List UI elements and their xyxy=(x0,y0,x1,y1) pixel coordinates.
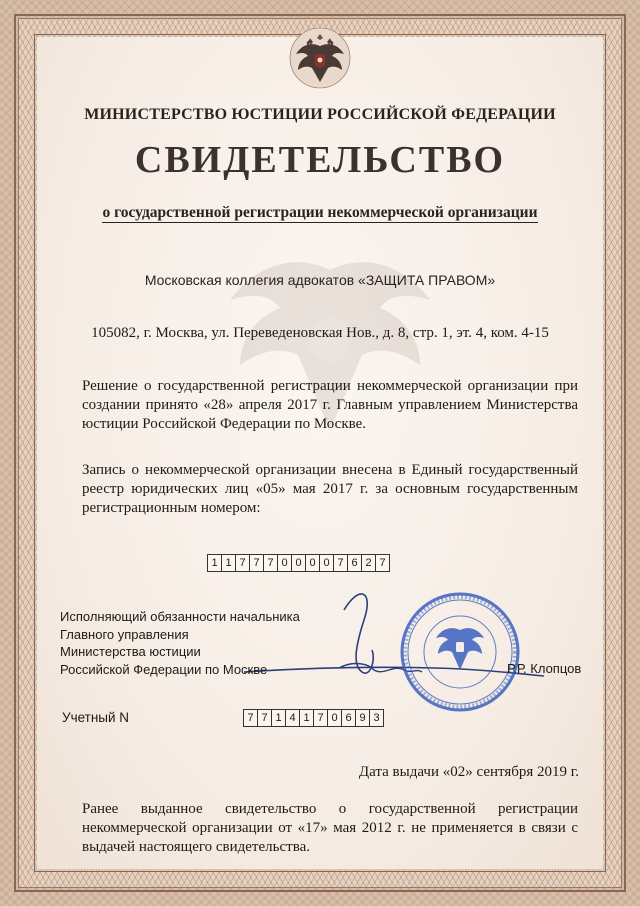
account-digit: 9 xyxy=(355,709,370,727)
ogrn-digit: 7 xyxy=(333,554,348,572)
account-digit: 1 xyxy=(271,709,286,727)
ogrn-digit: 7 xyxy=(249,554,264,572)
registry-record-text: Запись о некоммерческой организации внесена в Единый государственный реестр юридических лиц «05» мая 2017 г. за основным государственным регистрационным номером: xyxy=(82,462,578,516)
ogrn-digit: 6 xyxy=(347,554,362,572)
account-digit: 1 xyxy=(299,709,314,727)
account-digit: 7 xyxy=(243,709,258,727)
ministry-heading: МИНИСТЕРСТВО ЮСТИЦИИ РОССИЙСКОЙ ФЕДЕРАЦИИ xyxy=(84,106,556,123)
ogrn-digit: 1 xyxy=(207,554,222,572)
signer-name: Р.Р. Клопцов xyxy=(507,661,582,676)
registration-decision-text: Решение о государственной регистрации некоммерческой организации при создании принято «28» апреля 2017 г. Главным управлением Министерства юстиции Российской Федерации по Москве. xyxy=(82,378,578,432)
ogrn-digit: 7 xyxy=(263,554,278,572)
ogrn-digit: 2 xyxy=(361,554,376,572)
account-digit: 0 xyxy=(327,709,342,727)
ogrn-number-boxes xyxy=(208,554,390,572)
account-digit: 4 xyxy=(285,709,300,727)
account-digit: 3 xyxy=(369,709,384,727)
account-digit: 6 xyxy=(341,709,356,727)
organization-address: 105082, г. Москва, ул. Переведеновская Нов., д. 8, стр. 1, эт. 4, ком. 4-15 xyxy=(91,325,549,341)
official-seal xyxy=(398,590,522,714)
document-subtitle xyxy=(0,204,640,222)
ogrn-digit: 7 xyxy=(235,554,250,572)
signer-title-line1: Исполняющий обязанности начальника xyxy=(60,609,300,624)
organization-name: Московская коллегия адвокатов «ЗАЩИТА ПРАВОМ» xyxy=(144,272,496,288)
ogrn-digit: 0 xyxy=(291,554,306,572)
account-number-label: Учетный N xyxy=(62,710,130,725)
coat-of-arms-icon xyxy=(288,20,352,90)
issue-date: Дата выдачи «02» сентября 2019 г. xyxy=(358,764,579,780)
signer-title-line2: Главного управления xyxy=(60,626,189,642)
ogrn-digit: 0 xyxy=(305,554,320,572)
document-title: СВИДЕТЕЛЬСТВО xyxy=(134,139,506,181)
signer-title-line3: Министерства юстиции xyxy=(60,644,201,659)
subtitle-text: о государственной регистрации некоммерческой организации xyxy=(102,204,538,221)
account-digit: 7 xyxy=(313,709,328,727)
account-number-boxes xyxy=(244,709,384,727)
ogrn-digit: 1 xyxy=(221,554,236,572)
signer-title-line4: Российской Федерации по Москве xyxy=(60,661,268,677)
previous-certificate-note: Ранее выданное свидетельство о государственной регистрации некоммерческой организации от «17» мая 2012 г. не применяется в связи с выдачей настоящего свидетельства. xyxy=(82,801,578,855)
ogrn-digit: 0 xyxy=(277,554,292,572)
ogrn-digit: 0 xyxy=(319,554,334,572)
account-digit: 7 xyxy=(257,709,272,727)
signer-title xyxy=(60,608,300,678)
ogrn-digit: 7 xyxy=(375,554,390,572)
